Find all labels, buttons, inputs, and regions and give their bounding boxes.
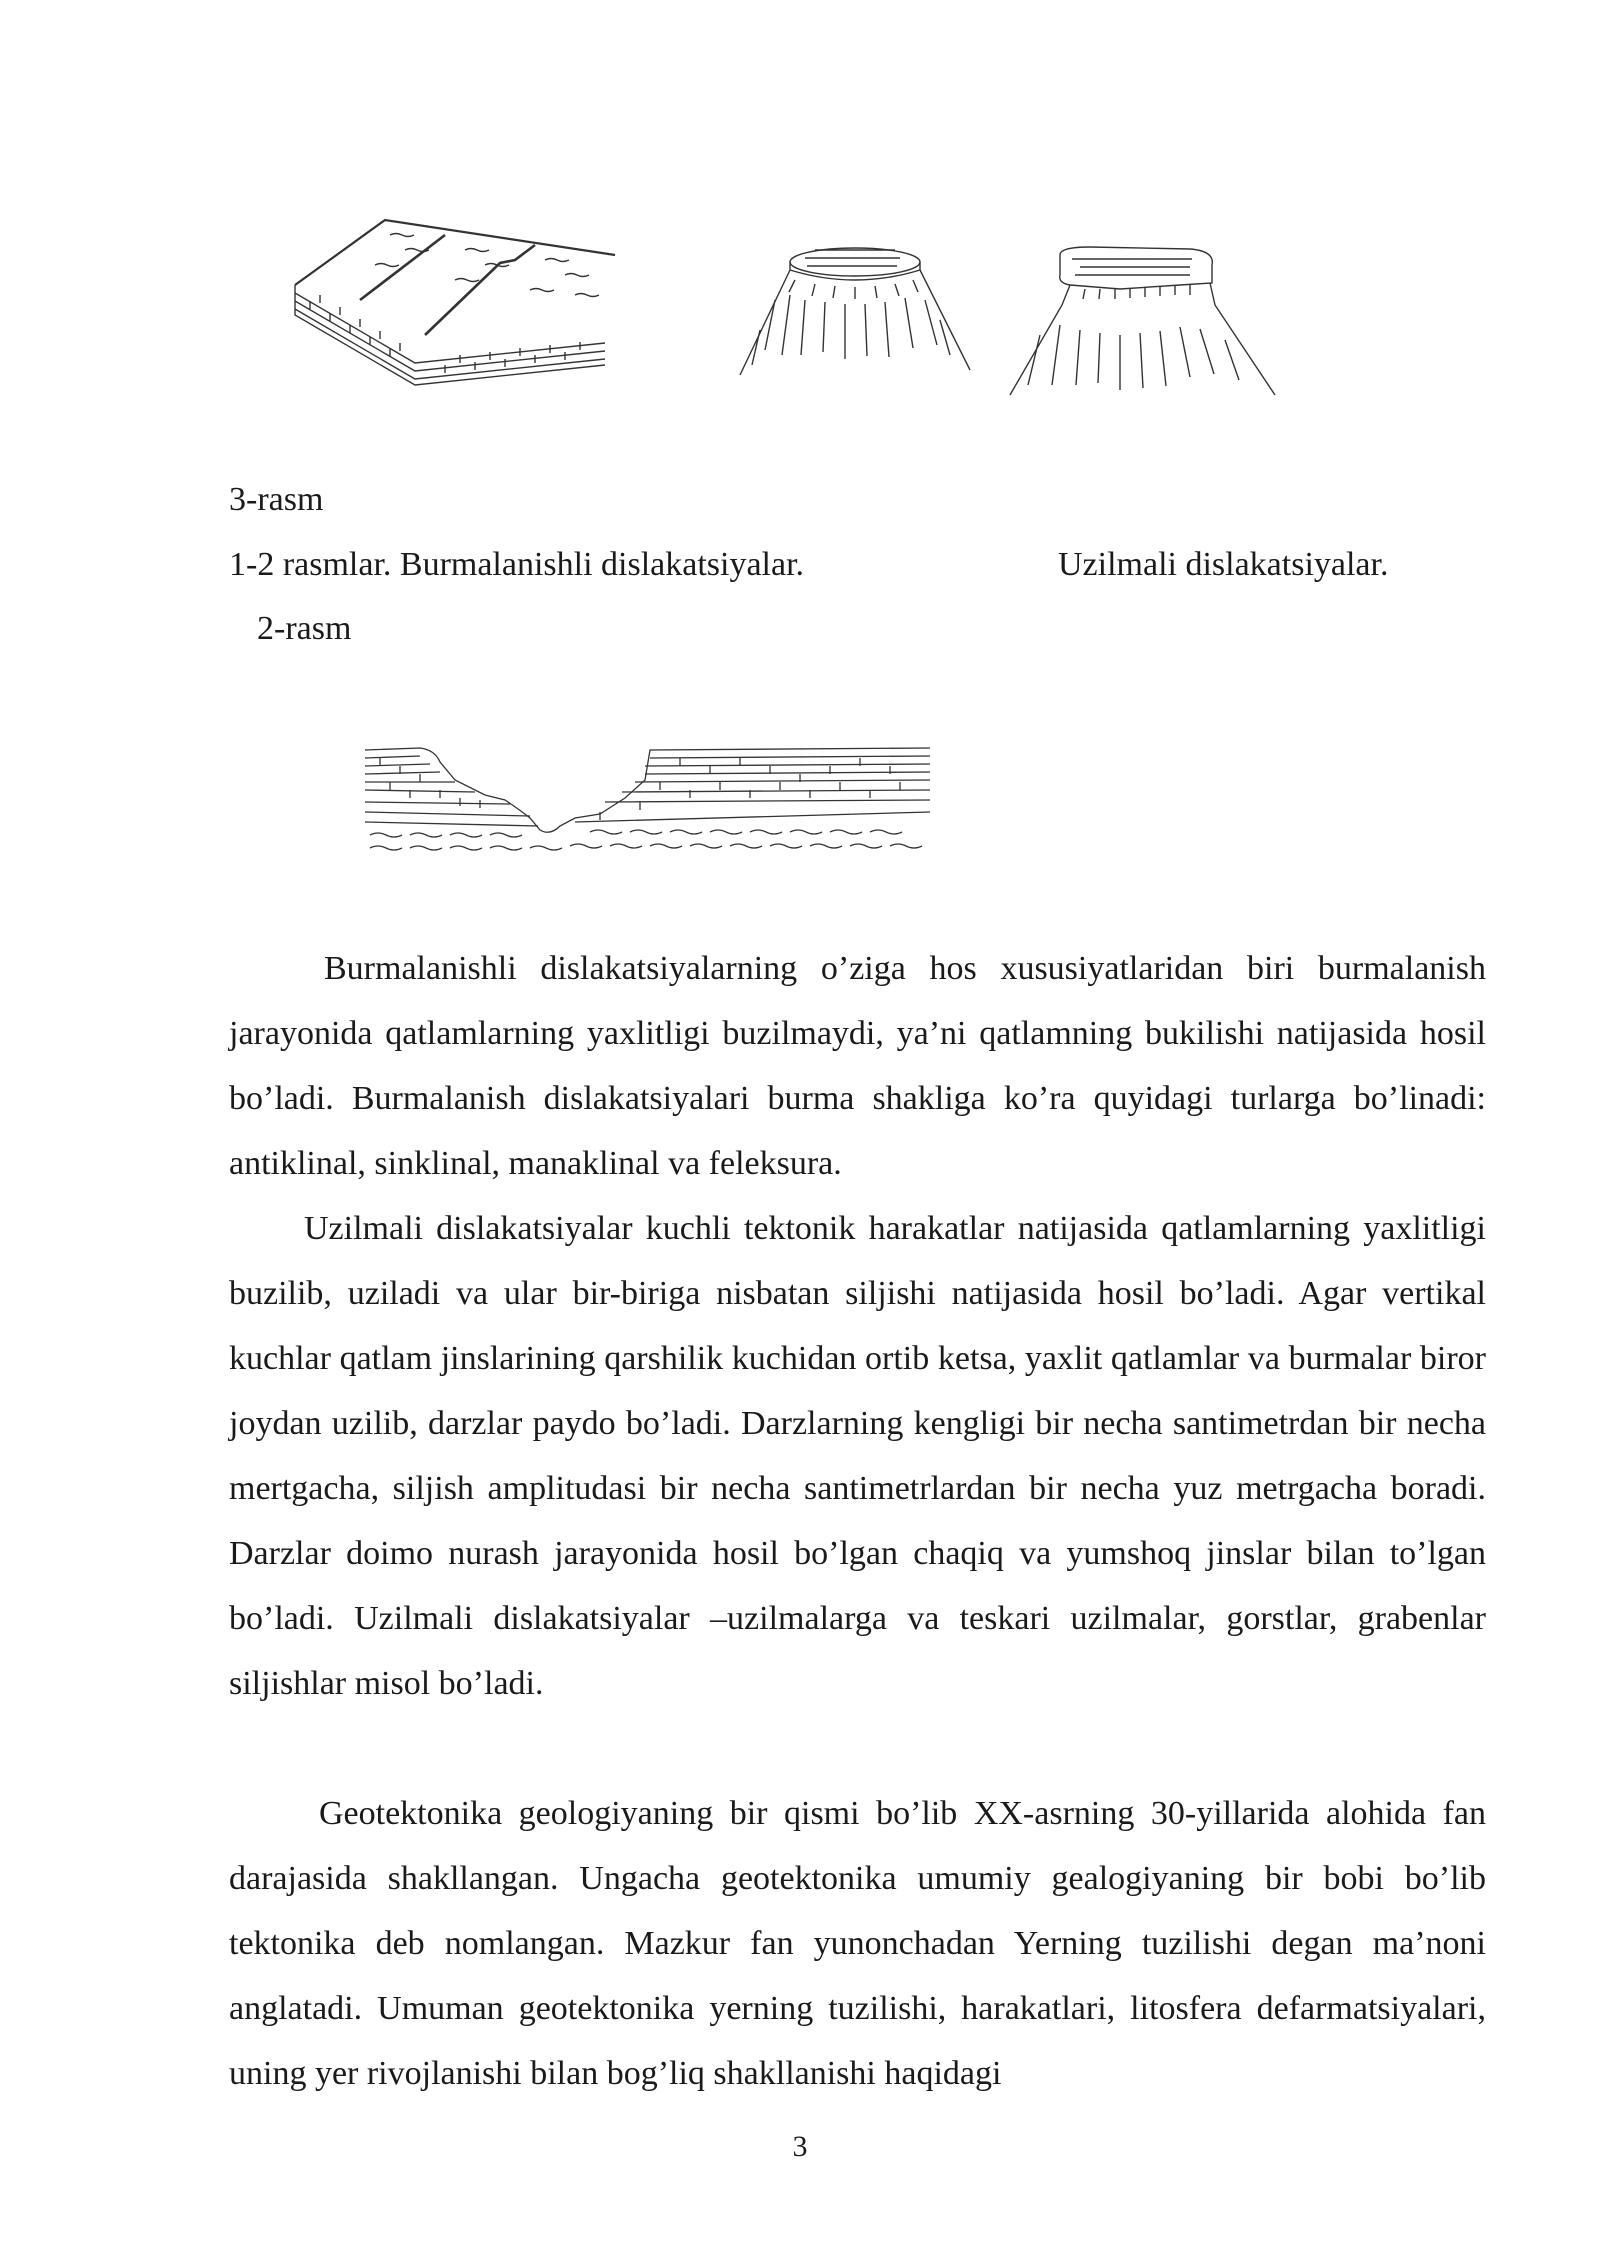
figure-caption-folding: 1-2 rasmlar. Burmalanishli dislakatsiyalar. — [229, 546, 805, 583]
paragraph-faulting: Uzilmali dislakatsiyalar kuchli tektonik harakatlar natijasida qatlamlarning yaxlitligi buzilib, uziladi va ular bir-biriga nisbatan siljishi natijasida hosil bo’ladi. Agar vertikal kuchlar qatlam jinslarining qarshilik kuchidan ortib ketsa, yaxlit qatlamlar va burmalar biror joydan uzilib, darzlar paydo bo’ladi. Darzlarning kengligi bir necha santimetrdan bir necha mertgacha, siljish amplitudasi bir necha santimetrlardan bir necha yuz metrgacha boradi. Darzlar doimo nurash jarayonida hosil bo’lgan chaqiq va yumshoq jinslar bilan to’lgan bo’ladi. Uzilmali dislakatsiyalar –uzilmalarga va teskari uzilmalar, gorstlar, grabenlar siljishlar misol bo’ladi. — [229, 1210, 1486, 1702]
fault-block-diagram — [1000, 245, 1280, 405]
paragraph-geotectonics: Geotektonika geologiyaning bir qismi bo’lib XX-asrning 30-yillarida alohida fan darajasida shakllangan. Ungacha geotektonika umumiy gealogiyaning bir bobi bo’lib tektonika deb nomlangan. Mazkur fan yunonchadan Yerning tuzilishi degan ma’noni anglatadi. Umuman geotektonika yerning tuzilishi, harakatlari, litosfera defarmatsiyalari, uning yer rivojlanishi bilan bog’liq shakllanishi haqidagi — [229, 1795, 1486, 2092]
graben-cross-section — [360, 740, 935, 855]
layered-block-diagram — [285, 215, 625, 395]
figure-label-3: 3-rasm — [229, 481, 324, 518]
figure-label-2: 2-rasm — [257, 610, 352, 647]
figure-caption-faulting: Uzilmali dislakatsiyalar. — [1058, 546, 1389, 583]
paragraph-folding: Burmalanishli dislakatsiyalarning o’ziga hos xususiyatlaridan biri burmalanish jarayonida qatlamlarning yaxlitligi buzilmaydi, ya’ni qatlamning bukilishi natijasida hosil bo’ladi. Burmalanish dislakatsiyalari burma shakliga ko’ra quyidagi turlarga bo’linadi: antiklinal, sinklinal, manaklinal va feleksura. — [229, 950, 1486, 1182]
horst-block-diagram — [735, 240, 975, 380]
page-number: 3 — [792, 2130, 808, 2163]
